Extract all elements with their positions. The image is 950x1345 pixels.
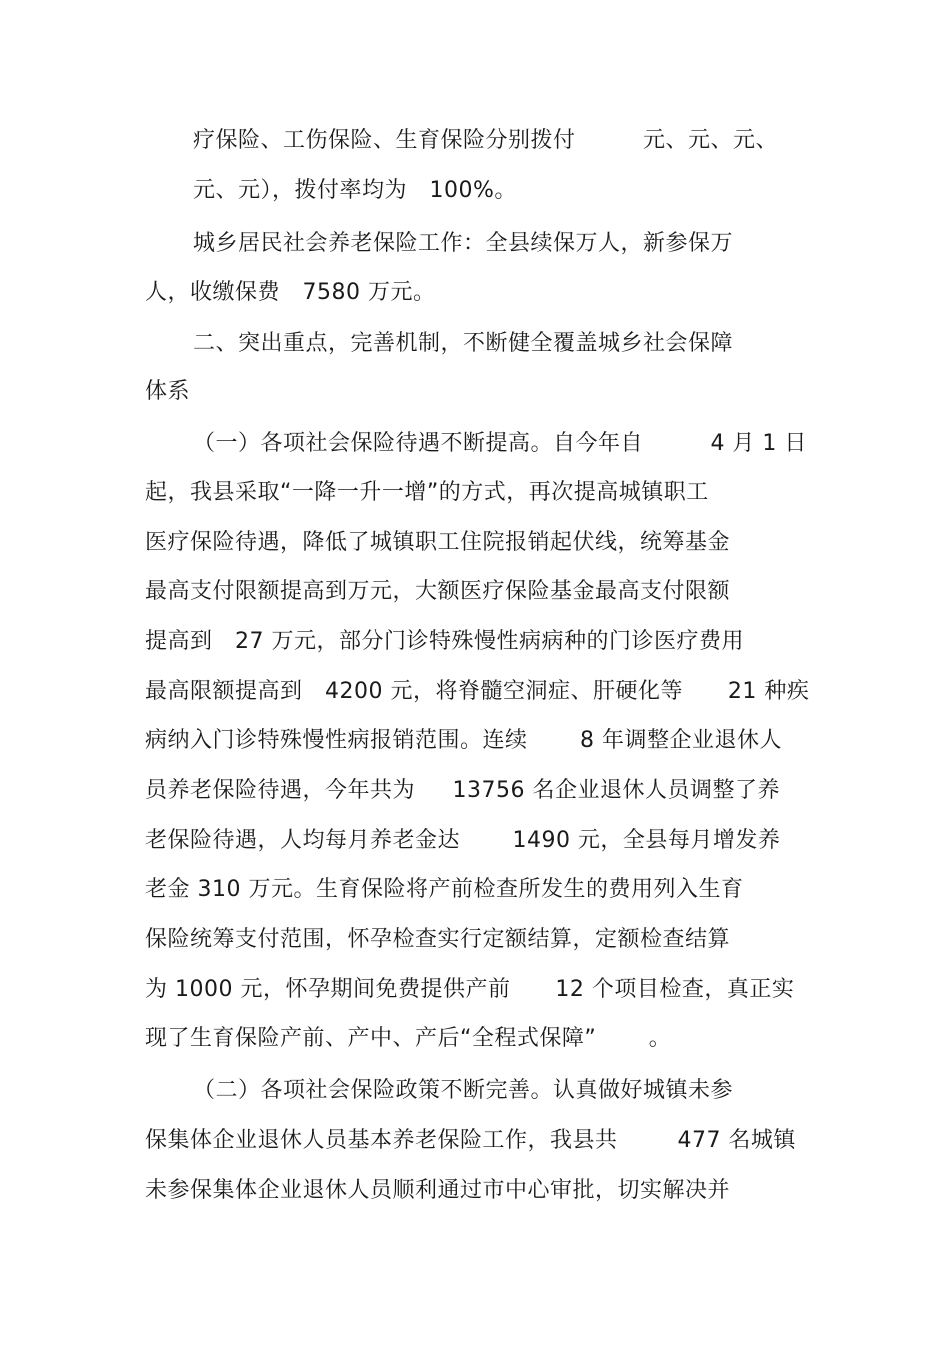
body-text-line: 未参保集体企业退休人员顺利通过市中心审批，切实解决并: [145, 1178, 731, 1203]
body-text-line: 提高到 27 万元，部分门诊特殊慢性病病种的门诊医疗费用: [145, 629, 744, 654]
body-text-line: 疗保险、工伤保险、生育保险分别拨付 元、元、元、: [193, 128, 778, 153]
body-text-line: 员养老保险待遇，今年共为 13756 名企业退休人员调整了养: [145, 778, 780, 803]
body-text-line: 老金 310 万元。生育保险将产前检查所发生的费用列入生育: [145, 877, 744, 902]
body-text-line: 医疗保险待遇，降低了城镇职工住院报销起伏线，统筹基金: [145, 530, 731, 555]
body-text-line: （一）各项社会保险待遇不断提高。自今年自 4 月 1 日: [193, 431, 807, 456]
body-text-line: 保集体企业退休人员基本养老保险工作，我县共 477 名城镇: [145, 1128, 796, 1153]
body-text-line: 最高支付限额提高到万元，大额医疗保险基金最高支付限额: [145, 579, 731, 604]
body-text-line: 人，收缴保费 7580 万元。: [145, 280, 436, 305]
body-text-line: 元、元），拨付率均为 100%。: [193, 178, 517, 203]
section-heading-line: 二、突出重点，完善机制，不断健全覆盖城乡社会保障: [193, 331, 734, 356]
body-text-line: 保险统筹支付范围，怀孕检查实行定额结算，定额检查结算: [145, 927, 731, 952]
body-text-line: 为 1000 元，怀孕期间免费提供产前 12 个项目检查，真正实: [145, 977, 795, 1002]
section-heading-line: 体系: [145, 379, 191, 404]
body-text-line: 城乡居民社会养老保险工作：全县续保万人，新参保万: [193, 231, 734, 256]
body-text-line: 起，我县采取“一降一升一增”的方式，再次提高城镇职工: [145, 480, 709, 505]
body-text-line: 病纳入门诊特殊慢性病报销范围。连续 8 年调整企业退休人: [145, 728, 782, 753]
body-text-line: （二）各项社会保险政策不断完善。认真做好城镇未参: [193, 1078, 734, 1103]
body-text-line: 老保险待遇，人均每月养老金达 1490 元，全县每月增发养: [145, 828, 781, 853]
body-text-line: 现了生育保险产前、产中、产后“全程式保障” 。: [145, 1026, 672, 1051]
body-text-line: 最高限额提高到 4200 元，将脊髓空洞症、肝硬化等 21 种疾: [145, 679, 810, 704]
